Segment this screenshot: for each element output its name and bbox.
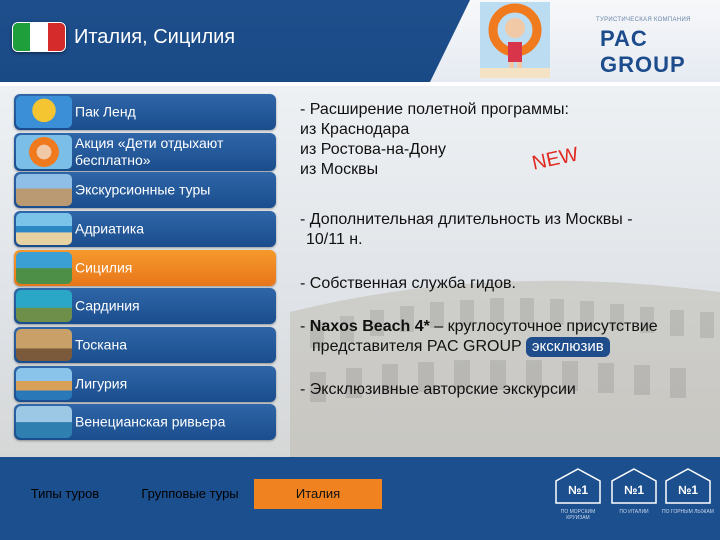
footer-bar xyxy=(0,457,720,540)
logo-subtitle: ТУРИСТИЧЕСКАЯ КОМПАНИЯ xyxy=(596,17,691,23)
menu-item-tuscany[interactable] xyxy=(14,327,276,363)
sardinia-thumbnail xyxy=(16,290,72,322)
sicily-thumbnail xyxy=(16,252,72,284)
liguria-thumbnail xyxy=(16,368,72,400)
content-line: - Дополнительная длительность из Москвы - xyxy=(300,211,633,228)
duration-block xyxy=(300,210,633,250)
content-line: 10/11 н. xyxy=(306,231,363,248)
award-caption: ПО ИТАЛИИ xyxy=(619,509,649,515)
footer-nav-group-tours[interactable]: Групповые туры xyxy=(141,486,239,501)
menu-item-label: Лигурия xyxy=(75,375,128,392)
content-line: - Расширение полетной программы: xyxy=(300,101,569,118)
content-line: из Москвы xyxy=(300,161,379,178)
award-number: №1 xyxy=(623,483,645,497)
menu-item-sardinia[interactable] xyxy=(14,288,276,324)
tuscany-thumbnail xyxy=(16,329,72,361)
menu-item-label: Адриатика xyxy=(75,220,145,237)
content-line xyxy=(300,337,658,357)
menu-item-adriatic[interactable] xyxy=(14,211,276,247)
menu-item-label: Акция «Дети отдыхают бесплатно» xyxy=(75,135,224,168)
menu-item-kids-promo[interactable] xyxy=(14,133,276,171)
content-line: из Краснодара xyxy=(300,121,410,138)
footer-nav-tour-types[interactable]: Типы туров xyxy=(30,486,100,501)
menu-item-label: Сардиния xyxy=(75,297,140,314)
child-with-swim-ring-image xyxy=(480,2,550,78)
content-line: из Ростова-на-Дону xyxy=(300,141,446,158)
beach-thumbnail xyxy=(16,213,72,245)
menu-item-label: Пак Ленд xyxy=(75,103,136,120)
content-line xyxy=(300,317,658,337)
award-number: №1 xyxy=(567,483,589,497)
content-text: представителя PAC GROUP xyxy=(312,338,526,355)
menu-item-label: Венецианская ривьера xyxy=(75,413,226,430)
menu-item-label: Тоскана xyxy=(75,336,127,353)
bullet: - xyxy=(300,318,310,335)
venice-thumbnail xyxy=(16,406,72,438)
header-divider xyxy=(0,82,720,86)
guides-block: - Собственная служба гидов. xyxy=(300,275,516,292)
menu-item-pak-lend[interactable] xyxy=(14,94,276,130)
footer-nav-italy[interactable]: Италия xyxy=(254,479,382,509)
menu-item-venetian-riviera[interactable] xyxy=(14,404,276,440)
menu-item-liguria[interactable] xyxy=(14,366,276,402)
award-number: №1 xyxy=(677,483,699,497)
award-badge-italy xyxy=(608,467,660,527)
menu-item-label: Экскурсионные туры xyxy=(75,181,211,198)
italy-flag-icon xyxy=(12,22,66,52)
hotel-name: Naxos Beach 4* xyxy=(309,318,430,335)
exclusive-excursions-block: - Эксклюзивные авторские экскурсии xyxy=(300,381,576,398)
award-badge-cruises xyxy=(552,467,604,527)
pac-group-logo[interactable]: PAC GROUP xyxy=(600,26,686,77)
flight-program-block xyxy=(300,100,569,180)
award-badge-ski xyxy=(662,467,714,527)
award-caption: ПО МОРСКИМ КРУИЗАМ xyxy=(560,509,596,521)
naxos-beach-block xyxy=(300,317,658,357)
new-stamp: NEW xyxy=(530,143,581,175)
content-text: – круглосуточное присутствие xyxy=(429,318,658,335)
colosseum-thumbnail xyxy=(16,174,72,206)
exclusive-badge: эксклюзив xyxy=(526,337,610,357)
page-title: Италия, Сицилия xyxy=(74,26,236,48)
menu-item-excursion-tours[interactable] xyxy=(14,172,276,208)
kids-thumbnail xyxy=(16,135,72,169)
menu-item-sicily[interactable] xyxy=(14,250,276,286)
menu-item-label: Сицилия xyxy=(75,259,133,276)
header-bar xyxy=(0,0,720,82)
pak-lend-thumbnail xyxy=(16,96,72,128)
award-caption: ПО ГОРНЫМ ЛЫЖАМ xyxy=(662,509,714,515)
